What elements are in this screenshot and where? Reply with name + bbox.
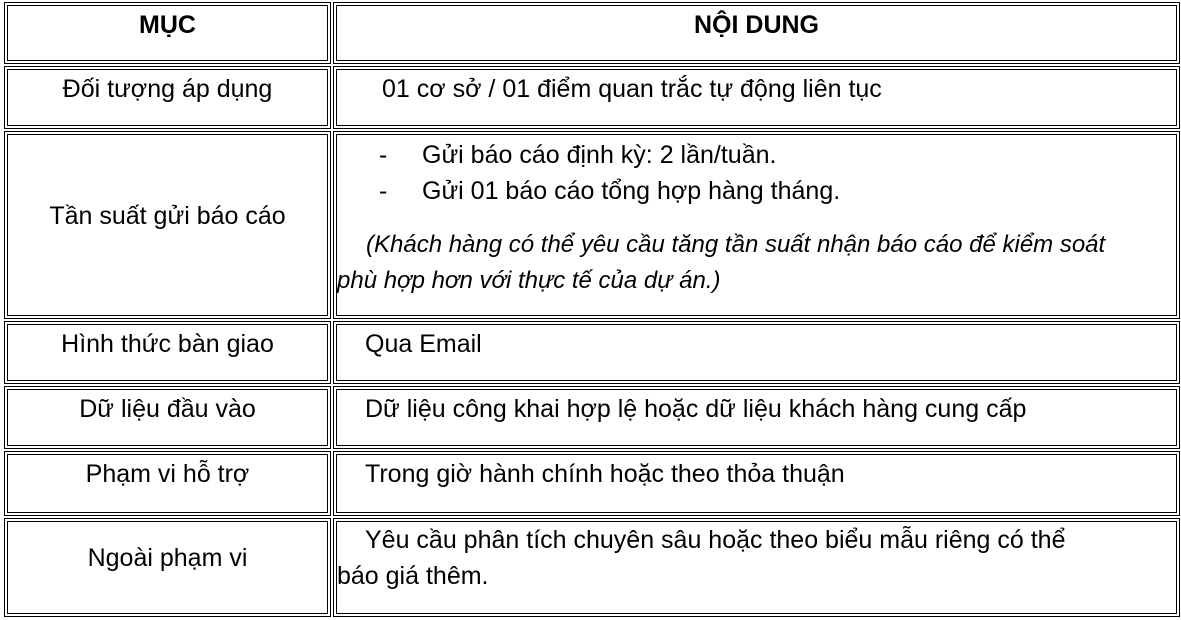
bullet-item: Gửi báo cáo định kỳ: 2 lần/tuần.	[422, 141, 777, 169]
row-content-cell	[333, 66, 1180, 129]
row-label-cell	[4, 386, 331, 449]
header-muc-label: MỤC	[139, 11, 196, 39]
row-label: Hình thức bàn giao	[61, 330, 274, 358]
row-label-cell	[4, 131, 331, 319]
row-content-cell	[333, 451, 1180, 516]
header-noi-dung-label: NỘI DUNG	[694, 11, 819, 39]
row-label: Dữ liệu đầu vào	[79, 395, 256, 423]
row-label-cell	[4, 451, 331, 516]
header-cell-noi-dung	[333, 2, 1180, 64]
row-content-line1: Yêu cầu phân tích chuyên sâu hoặc theo biểu mẫu riêng có thể	[365, 526, 1066, 554]
row-content-cell	[333, 518, 1180, 617]
note-text-line2: phù hợp hơn với thực tế của dự án.)	[337, 267, 721, 294]
row-content: Dữ liệu công khai hợp lệ hoặc dữ liệu khách hàng cung cấp	[365, 395, 1027, 423]
row-label: Phạm vi hỗ trợ	[85, 460, 250, 488]
row-label: Đối tượng áp dụng	[62, 75, 273, 103]
header-cell-muc	[4, 2, 331, 64]
row-label: Tần suất gửi báo cáo	[49, 202, 286, 230]
row-content-cell	[333, 386, 1180, 449]
note-text-line1: (Khách hàng có thể yêu cầu tăng tần suất nhận báo cáo để kiểm soát	[366, 231, 1106, 258]
row-content: Qua Email	[365, 330, 482, 358]
bullet-marker: -	[379, 177, 388, 205]
row-label-cell	[4, 518, 331, 617]
row-content-cell	[333, 131, 1180, 319]
row-content: Trong giờ hành chính hoặc theo thỏa thuận	[365, 460, 845, 488]
row-label: Ngoài phạm vi	[87, 544, 248, 572]
row-label-cell	[4, 66, 331, 129]
row-content-line2: báo giá thêm.	[337, 562, 489, 590]
row-label-cell	[4, 321, 331, 384]
row-content-cell	[333, 321, 1180, 384]
row-content: 01 cơ sở / 01 điểm quan trắc tự động liên tục	[382, 75, 882, 103]
bullet-item: Gửi 01 báo cáo tổng hợp hàng tháng.	[422, 177, 841, 205]
bullet-marker: -	[379, 141, 388, 169]
